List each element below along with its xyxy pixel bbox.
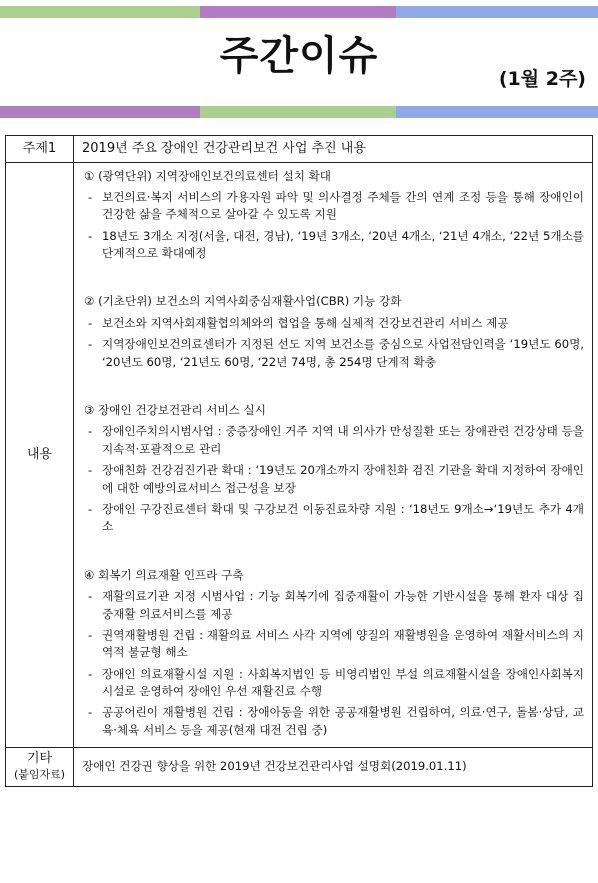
dash-bullet-icon: - xyxy=(88,627,93,642)
bullet-item xyxy=(82,336,584,371)
content-section xyxy=(82,402,584,536)
issue-table xyxy=(5,135,593,787)
bullet-item xyxy=(82,588,584,623)
bullet-text: 장애인 구강진료센터 확대 및 구강보건 이동진료차량 지원 : ‘18년도 9개소→‘19년도 추가 4개소 xyxy=(102,501,584,534)
other-label-main: 기타 xyxy=(26,751,53,767)
bullet-text: 재활의료기관 지정 시범사업 : 기능 회복기에 집중재활이 가능한 기반시설을 통해 환자 대상 집중재활 의료서비스를 제공 xyxy=(102,589,584,621)
bullet-text: 보건소와 지역사회재활협의체와의 협업을 통해 실제적 건강보건관리 서비스 제공 xyxy=(102,315,509,330)
section-title: ③ 장애인 건강보건관리 서비스 실시 xyxy=(84,403,266,418)
dash-bullet-icon: - xyxy=(88,666,93,681)
dash-bullet-icon: - xyxy=(88,424,93,439)
bullet-text: 권역재활병원 건립 : 재활의료 서비스 사각 지역에 양질의 재활병원을 운영하여 재활서비스의 지역적 불균형 해소 xyxy=(102,627,584,660)
bullet-text: 18년도 3개소 지정(서울, 대전, 경남), ‘19년 3개소, ‘20년 4개소, ‘21년 4개소, ‘22년 5개소를 단계적으로 확대예정 xyxy=(102,228,584,261)
content-row xyxy=(6,162,593,748)
dash-bullet-icon: - xyxy=(88,589,93,604)
dash-bullet-icon: - xyxy=(88,501,93,516)
bullet-text: 장애친화 건강검진기관 확대 : ‘19년도 20개소까지 장애친화 검진 기관을 확대 지정하여 장애인에 대한 예방의료서비스 접근성을 보장 xyxy=(102,463,584,495)
other-text: 장애인 건강권 향상을 위한 2019년 건강보건관리사업 설명회(2019.01.11) xyxy=(74,748,593,786)
bullet-item xyxy=(82,189,584,224)
bullet-item xyxy=(82,423,584,458)
other-row xyxy=(6,748,593,786)
bottom-bar-blue xyxy=(396,106,598,118)
bullet-text: 지역장애인보건의료센터가 지정된 선도 지역 보건소를 중심으로 사업전담인력을 ‘19년도 60명, ‘20년도 60명, ‘21년도 60명, ‘22년 74명, 총 254명 단계적 확충 xyxy=(102,337,584,369)
dash-bullet-icon: - xyxy=(88,228,93,243)
content-section xyxy=(82,567,584,740)
section-title: ④ 회복기 의료재활 인프라 구축 xyxy=(84,567,244,582)
bullet-text: 보건의료·복지 서비스의 가용자원 파악 및 의사결정 주체들 간의 연계 조정 등을 통해 장애인이 건강한 삶을 주체적으로 살아갈 수 있도록 지원 xyxy=(102,189,584,222)
section-title: ② (기초단위) 보건소의 지역사회중심재활사업(CBR) 기능 강화 xyxy=(84,294,402,309)
page-title: 주간이슈 xyxy=(219,33,379,79)
dash-bullet-icon: - xyxy=(88,337,93,352)
bottom-bar-purple xyxy=(0,106,200,118)
bullet-item xyxy=(82,627,584,662)
top-bar-blue xyxy=(396,6,598,18)
other-label-sub: (붙임자료) xyxy=(13,768,66,782)
dash-bullet-icon: - xyxy=(88,463,93,478)
topic-label: 주제1 xyxy=(6,136,74,163)
content-section xyxy=(82,168,584,263)
bullet-text: 공공어린이 재활병원 건립 : 장애아동을 위한 공공재활병원 건립하여, 의료·연구, 돌봄·상담, 교육·체육 서비스 등을 제공(현재 대전 건립 중) xyxy=(102,705,584,737)
content-section xyxy=(82,293,584,371)
bullet-item xyxy=(82,704,584,739)
bottom-bar-green xyxy=(200,106,396,118)
content-sections xyxy=(74,163,592,748)
dash-bullet-icon: - xyxy=(88,189,93,204)
dash-bullet-icon: - xyxy=(88,705,93,720)
bullet-item xyxy=(82,501,584,536)
topic-text: 2019년 주요 장애인 건강관리보건 사업 추진 내용 xyxy=(74,136,593,163)
top-bar-purple xyxy=(200,6,396,18)
week-label: (1월 2주) xyxy=(498,68,586,90)
bullet-item xyxy=(82,666,584,701)
content-cell xyxy=(74,162,593,748)
bullet-item xyxy=(82,315,584,332)
content-label: 내용 xyxy=(6,162,74,748)
bullet-item xyxy=(82,228,584,263)
bullet-item xyxy=(82,462,584,497)
top-bar-green xyxy=(0,6,200,18)
topic-row xyxy=(6,136,593,163)
other-label xyxy=(6,748,74,786)
bullet-text: 장애인 의료재활시설 지원 : 사회복지법인 등 비영리법인 부설 의료재활시설을 장애인사회복지시설로 운영하여 장애인 우선 재활진료 수행 xyxy=(102,666,584,699)
dash-bullet-icon: - xyxy=(88,315,93,330)
bullet-text: 장애인주치의시범사업 : 중증장애인 거주 지역 내 의사가 만성질환 또는 장애관련 건강상태 등을 지속적·포괄적으로 관리 xyxy=(102,424,584,456)
section-title: ① (광역단위) 지역장애인보건의료센터 설치 확대 xyxy=(84,168,331,183)
